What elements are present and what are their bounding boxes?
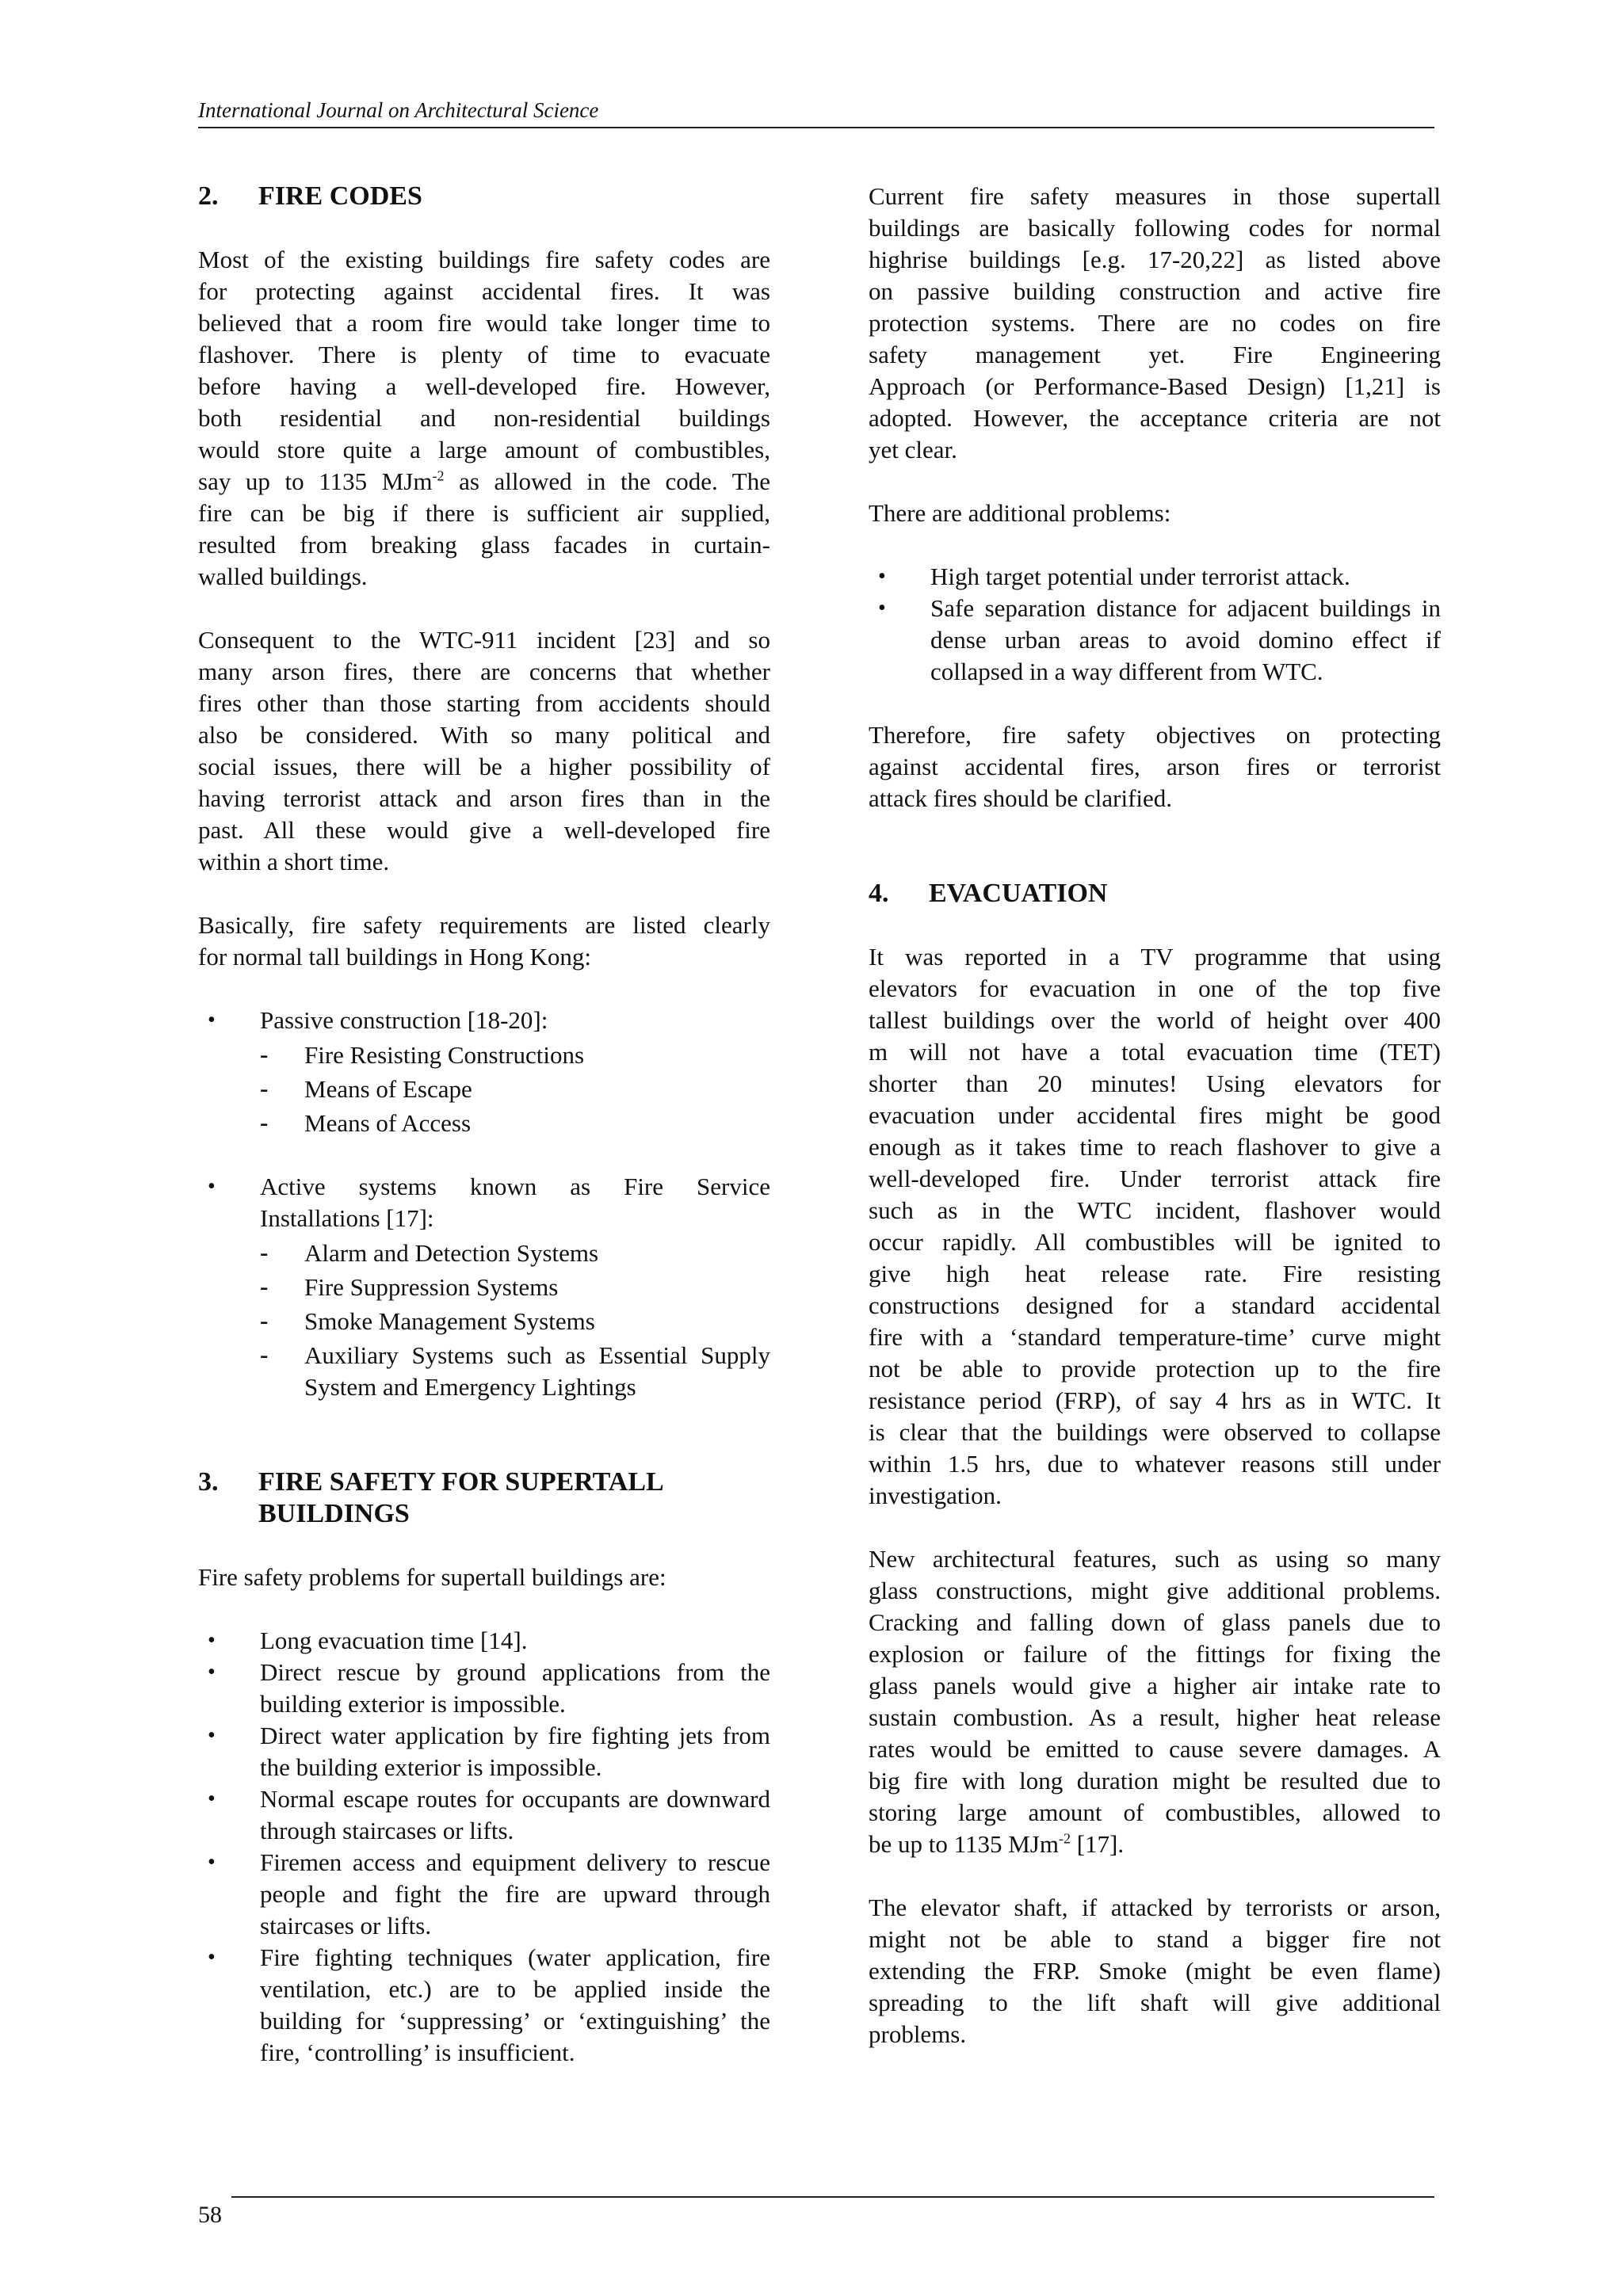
- text-line: Current fire safety measures in those supertall: [869, 182, 1441, 210]
- text-fragment: [17].: [1070, 1830, 1125, 1858]
- text-line: spreading to the lift shaft will give additional: [869, 1989, 1441, 2016]
- text-line: yet clear.: [869, 436, 957, 463]
- text-line: walled buildings.: [198, 563, 368, 590]
- paragraph-requirements: [198, 910, 770, 973]
- sub-list: [260, 1238, 770, 1403]
- sub-list-item: - Smoke Management Systems: [260, 1306, 770, 1337]
- footer-rule: [231, 2196, 1434, 2198]
- paragraph-wtc-incident: [198, 624, 770, 878]
- text-line: Therefore, fire safety objectives on protecting: [869, 721, 1441, 749]
- text-line: fire with a ‘standard temperature-time’ curve might: [869, 1323, 1441, 1351]
- text-line: extending the FRP. Smoke (might be even flame): [869, 1957, 1441, 1985]
- text-line: fires other than those starting from accidents should: [198, 689, 770, 717]
- supertall-problems-list: [198, 1625, 770, 2069]
- text-line: investigation.: [869, 1482, 1002, 1509]
- text-line: Fire safety problems for supertall buildings are:: [198, 1563, 666, 1591]
- text-line: resulted from breaking glass facades in curtain-: [198, 531, 770, 559]
- text-line: constructions designed for a standard accidental: [869, 1291, 1441, 1319]
- list-item: • Direct rescue by ground applications from the building exterior is impossible.: [198, 1657, 770, 1720]
- list-item: • Safe separation distance for adjacent buildings in dense urban areas to avoid domino effect if collapsed in a way different from WTC.: [869, 593, 1441, 688]
- paragraph-supertall-problems: [198, 1562, 770, 1593]
- text-line: Approach (or Performance-Based Design) [1,21] is: [869, 372, 1441, 400]
- text-line: such as in the WTC incident, flashover would: [869, 1196, 1441, 1224]
- text-fragment: as allowed in the code. The: [444, 467, 771, 495]
- text-line: problems.: [869, 2020, 967, 2048]
- text-line: for protecting against accidental fires. It was: [198, 277, 770, 305]
- text-line: [198, 466, 770, 498]
- sub-list-item: - Auxiliary Systems such as Essential Supply System and Emergency Lightings: [260, 1340, 770, 1403]
- section-title: EVACUATION: [929, 879, 1108, 908]
- text-line: would store quite a large amount of combustibles,: [198, 436, 770, 463]
- section-heading-evacuation: [869, 878, 1441, 910]
- list-item: • Firemen access and equipment delivery to rescue people and fight the fire are upward through staircases or lifts.: [198, 1847, 770, 1942]
- page-number: 58: [198, 2202, 222, 2228]
- text-line: It was reported in a TV programme that using: [869, 943, 1441, 971]
- running-header: [198, 97, 1434, 128]
- list-item: • Normal escape routes for occupants are downward through staircases or lifts.: [198, 1783, 770, 1847]
- superscript: -2: [1058, 1830, 1071, 1847]
- list-item-label: Passive construction [18-20]:: [260, 1006, 548, 1034]
- text-line: both residential and non-residential buildings: [198, 404, 770, 432]
- text-line: believed that a room fire would take longer time to: [198, 309, 770, 337]
- text-line: many arson fires, there are concerns that whether: [198, 658, 770, 685]
- right-column: [869, 181, 1441, 2082]
- journal-title: International Journal on Architectural Science: [198, 98, 599, 122]
- text-line: glass constructions, might give additional problems.: [869, 1577, 1441, 1604]
- text-line: well-developed fire. Under terrorist attack fire: [869, 1165, 1441, 1192]
- text-line: • Active systems known as Fire Service: [260, 1173, 770, 1200]
- text-line: safety management yet. Fire Engineering: [869, 341, 1441, 368]
- text-line: on passive building construction and active fire: [869, 277, 1441, 305]
- paragraph-elevator-shaft: [869, 1892, 1441, 2050]
- paragraph-additional-problems: [869, 498, 1441, 529]
- text-line: m will not have a total evacuation time (TET): [869, 1038, 1441, 1066]
- section-heading-supertall: [198, 1466, 770, 1530]
- paragraph-current-measures: [869, 181, 1441, 466]
- text-line: storing large amount of combustibles, allowed to: [869, 1798, 1441, 1826]
- text-line: sustain combustion. As a result, higher heat release: [869, 1703, 1441, 1731]
- text-line: explosion or failure of the fittings for fixing the: [869, 1640, 1441, 1668]
- text-line: is clear that the buildings were observed to collapse: [869, 1418, 1441, 1446]
- section-heading-fire-codes: [198, 181, 770, 212]
- text-line: shorter than 20 minutes! Using elevators for: [869, 1070, 1441, 1097]
- text-line: not be able to provide protection up to the fire: [869, 1355, 1441, 1383]
- list-item-passive-construction: [198, 1005, 770, 1139]
- text-line: social issues, there will be a higher possibility of: [198, 753, 770, 780]
- section-title: FIRE SAFETY FOR SUPERTALL BUILDINGS: [258, 1467, 663, 1528]
- paragraph-architectural-features: [869, 1543, 1441, 1860]
- superscript: -2: [432, 467, 445, 484]
- paragraph-evacuation: [869, 941, 1441, 1512]
- text-line: Most of the existing buildings fire safety codes are: [198, 246, 770, 273]
- text-line: protection systems. There are no codes on fire: [869, 309, 1441, 337]
- text-line: might not be able to stand a bigger fire not: [869, 1925, 1441, 1953]
- section-number: 3.: [198, 1467, 219, 1497]
- text-line: enough as it takes time to reach flashover to give a: [869, 1133, 1441, 1161]
- text-line: [869, 1829, 1441, 1860]
- text-line: fire can be big if there is sufficient air supplied,: [198, 499, 770, 527]
- text-line: occur rapidly. All combustibles will be ignited to: [869, 1228, 1441, 1256]
- text-line: buildings are basically following codes for normal: [869, 214, 1441, 242]
- text-line: There are additional problems:: [869, 499, 1171, 527]
- sub-list-item: - Fire Resisting Constructions: [260, 1039, 770, 1071]
- sub-list-item: - Means of Escape: [260, 1074, 770, 1105]
- text-fragment: say up to 1135 MJm: [198, 467, 433, 495]
- text-line: Basically, fire safety requirements are listed clearly: [198, 911, 770, 939]
- text-line: against accidental fires, arson fires or terrorist: [869, 753, 1441, 780]
- sub-list: [260, 1039, 770, 1139]
- text-line: Cracking and falling down of glass panels due to: [869, 1608, 1441, 1636]
- text-line: within a short time.: [198, 848, 390, 875]
- list-item-active-systems: [198, 1171, 770, 1403]
- sub-list-item: - Fire Suppression Systems: [260, 1272, 770, 1303]
- text-line: Consequent to the WTC-911 incident [23] and so: [198, 626, 770, 654]
- text-line: Installations [17]:: [260, 1204, 434, 1232]
- section-number: 4.: [869, 879, 889, 908]
- paragraph-fire-codes-intro: [198, 244, 770, 593]
- text-line: past. All these would give a well-developed fire: [198, 816, 770, 844]
- text-line: highrise buildings [e.g. 17-20,22] as listed above: [869, 246, 1441, 273]
- text-line: adopted. However, the acceptance criteria are not: [869, 404, 1441, 432]
- text-line: big fire with long duration might be resulted due to: [869, 1767, 1441, 1794]
- text-line: tallest buildings over the world of height over 400: [869, 1006, 1441, 1034]
- sub-list-item: - Means of Access: [260, 1108, 770, 1139]
- paragraph-objectives: [869, 719, 1441, 814]
- text-line: resistance period (FRP), of say 4 hrs as in WTC. It: [869, 1386, 1441, 1414]
- text-line: give high heat release rate. Fire resisting: [869, 1260, 1441, 1287]
- text-line: also be considered. With so many political and: [198, 721, 770, 749]
- text-line: for normal tall buildings in Hong Kong:: [198, 943, 591, 971]
- list-item: • High target potential under terrorist attack.: [869, 561, 1441, 593]
- text-line: rates would be emitted to cause severe damages. A: [869, 1735, 1441, 1763]
- text-line: elevators for evacuation in one of the top five: [869, 974, 1441, 1002]
- text-line: before having a well-developed fire. However,: [198, 372, 770, 400]
- section-title: FIRE CODES: [258, 181, 422, 211]
- section-number: 2.: [198, 181, 219, 211]
- text-line: The elevator shaft, if attacked by terrorists or arson,: [869, 1894, 1441, 1921]
- text-line: having terrorist attack and arson fires than in the: [198, 784, 770, 812]
- sub-list-item: - Alarm and Detection Systems: [260, 1238, 770, 1269]
- requirements-list: [198, 1005, 770, 1403]
- additional-problems-list: [869, 561, 1441, 688]
- text-line: evacuation under accidental fires might be good: [869, 1101, 1441, 1129]
- text-line: glass panels would give a higher air intake rate to: [869, 1672, 1441, 1699]
- list-item: • Long evacuation time [14].: [198, 1625, 770, 1657]
- list-item: • Direct water application by fire fighting jets from the building exterior is impossible.: [198, 1720, 770, 1783]
- text-line: attack fires should be clarified.: [869, 784, 1173, 812]
- text-fragment: be up to 1135 MJm: [869, 1830, 1059, 1858]
- list-item: • Fire fighting techniques (water application, fire ventilation, etc.) are to be applied inside the building for ‘suppressing’ or ‘extinguishing’ the fire, ‘controlling’ is insufficient.: [198, 1942, 770, 2069]
- text-line: New architectural features, such as using so many: [869, 1545, 1441, 1573]
- text-line: within 1.5 hrs, due to whatever reasons still under: [869, 1450, 1441, 1478]
- list-item-label: [260, 1171, 770, 1234]
- left-column: [198, 181, 770, 2100]
- text-line: flashover. There is plenty of time to evacuate: [198, 341, 770, 368]
